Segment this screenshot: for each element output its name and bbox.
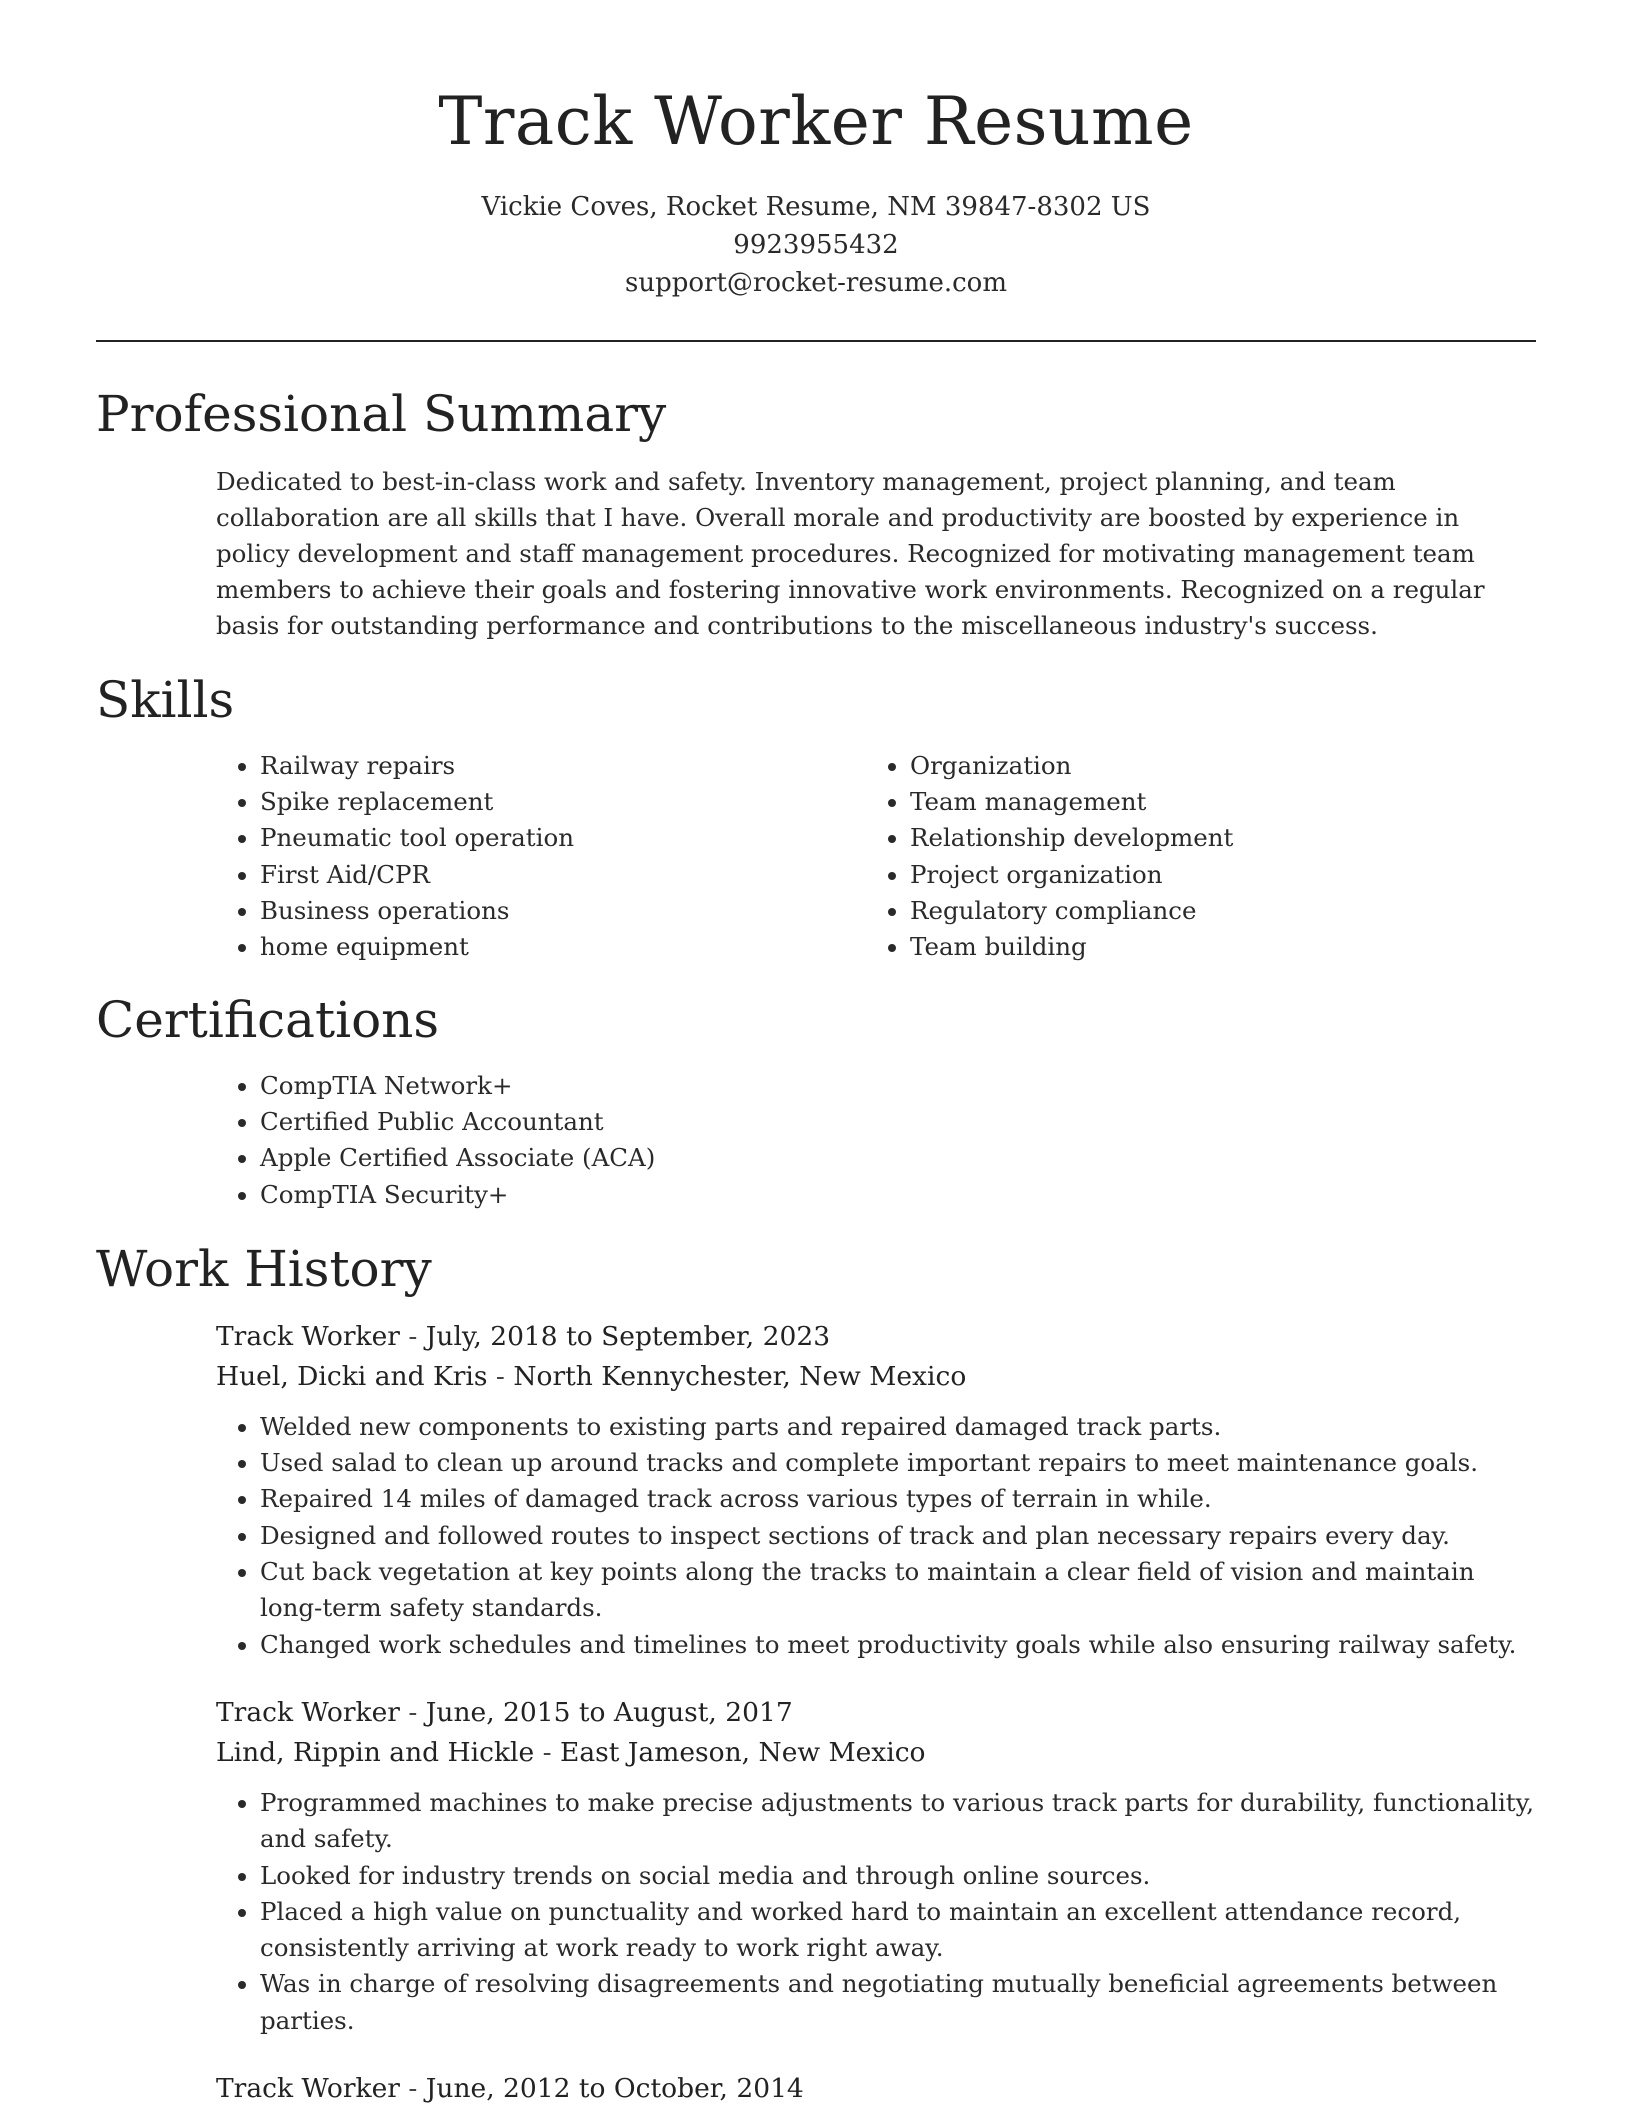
job-bullet: • Cut back vegetation at key points along the tracks to maintain a clear field of vision and maintain long-term safety standards. [260, 1554, 1536, 1627]
skill-item: • First Aid/CPR [260, 857, 866, 893]
job-bullets [216, 1409, 1536, 1663]
skills-grid [216, 748, 1536, 966]
separator: - [487, 1360, 514, 1392]
job-bullet: • Designed and followed routes to inspect sections of track and plan necessary repairs every day. [260, 1518, 1536, 1554]
resume-title: Track Worker Resume [438, 83, 1194, 160]
job-title: Track Worker [216, 1696, 400, 1728]
job-bullet: • Repaired 14 miles of damaged track across various types of terrain in while. [260, 1481, 1536, 1517]
job-company-line [216, 1357, 1536, 1397]
skill-item: • Regulatory compliance [910, 893, 1516, 929]
contact-address: Vickie Coves, Rocket Resume, NM 39847-8302 US [481, 191, 1151, 222]
job-entry [216, 2069, 1536, 2109]
skill-item: • Organization [910, 748, 1516, 784]
job-bullet: • Changed work schedules and timelines to meet productivity goals while also ensuring railway safety. [260, 1627, 1536, 1663]
job-dates: July, 2018 to September, 2023 [425, 1320, 831, 1352]
contact-phone: 9923955432 [733, 229, 899, 260]
certifications-list [216, 1068, 1536, 1213]
job-location: North Kennychester, New Mexico [513, 1360, 967, 1392]
job-title: Track Worker [216, 1320, 400, 1352]
separator: - [399, 1696, 426, 1728]
job-bullet: • Placed a high value on punctuality and worked hard to maintain an excellent attendance record, consistently arriving at work ready to work right away. [260, 1894, 1536, 1967]
skill-item: • Railway repairs [260, 748, 866, 784]
job-location: East Jameson, New Mexico [559, 1736, 926, 1768]
skills-column-left [216, 748, 866, 966]
skill-item: • Business operations [260, 893, 866, 929]
job-entry [216, 1693, 1536, 2039]
job-title-line [216, 1693, 1536, 1733]
job-bullet: • Was in charge of resolving disagreements and negotiating mutually beneficial agreements between parties. [260, 1966, 1536, 2039]
certification-item: • CompTIA Security+ [260, 1177, 1536, 1213]
skill-item: • Project organization [910, 857, 1516, 893]
job-company: Huel, Dicki and Kris [216, 1360, 488, 1392]
job-bullet: • Programmed machines to make precise adjustments to various track parts for durability, functionality, and safety. [260, 1785, 1536, 1858]
job-bullet: • Looked for industry trends on social media and through online sources. [260, 1858, 1536, 1894]
work-history-heading: Work History [96, 1239, 432, 1298]
separator: - [399, 1320, 426, 1352]
job-title: Track Worker [216, 2073, 400, 2105]
job-company: Lind, Rippin and Hickle [216, 1736, 535, 1768]
skill-item: • Team management [910, 784, 1516, 820]
contact-email: support@rocket-resume.com [624, 267, 1007, 298]
skill-item: • Spike replacement [260, 784, 866, 820]
job-entry [216, 1317, 1536, 1663]
job-title-line [216, 1317, 1536, 1357]
skill-item: • Team building [910, 929, 1516, 965]
job-company-line [216, 1733, 1536, 1773]
resume-header [96, 0, 1536, 302]
summary-heading: Professional Summary [96, 384, 667, 443]
separator: - [534, 1736, 560, 1768]
job-title-line [216, 2069, 1536, 2109]
skills-heading: Skills [96, 670, 235, 729]
skill-item: • Relationship development [910, 820, 1516, 856]
job-bullets [216, 1785, 1536, 2039]
header-divider [96, 340, 1536, 342]
skill-item: • home equipment [260, 929, 866, 965]
job-bullet: • Used salad to clean up around tracks and complete important repairs to meet maintenance goals. [260, 1445, 1536, 1481]
certifications-heading: Certifications [96, 990, 440, 1049]
certification-item: • Certified Public Accountant [260, 1104, 1536, 1140]
skill-item: • Pneumatic tool operation [260, 820, 866, 856]
job-dates: June, 2015 to August, 2017 [425, 1696, 793, 1728]
summary-text: Dedicated to best-in-class work and safety. Inventory management, project planning, and team collaboration are all skills that I have. Overall morale and productivity are boosted by experience in policy development and staff management procedures. Recognized for motivating management team members to achieve their goals and fostering innovative work environments. Recognized on a regular basis for outstanding performance and contributions to the miscellaneous industry's success. [216, 466, 1485, 640]
skills-column-right [866, 748, 1516, 966]
certification-item: • Apple Certified Associate (ACA) [260, 1140, 1536, 1176]
job-bullet: • Welded new components to existing parts and repaired damaged track parts. [260, 1409, 1536, 1445]
separator: - [399, 2073, 426, 2105]
certification-item: • CompTIA Network+ [260, 1068, 1536, 1104]
job-dates: June, 2012 to October, 2014 [425, 2073, 804, 2105]
